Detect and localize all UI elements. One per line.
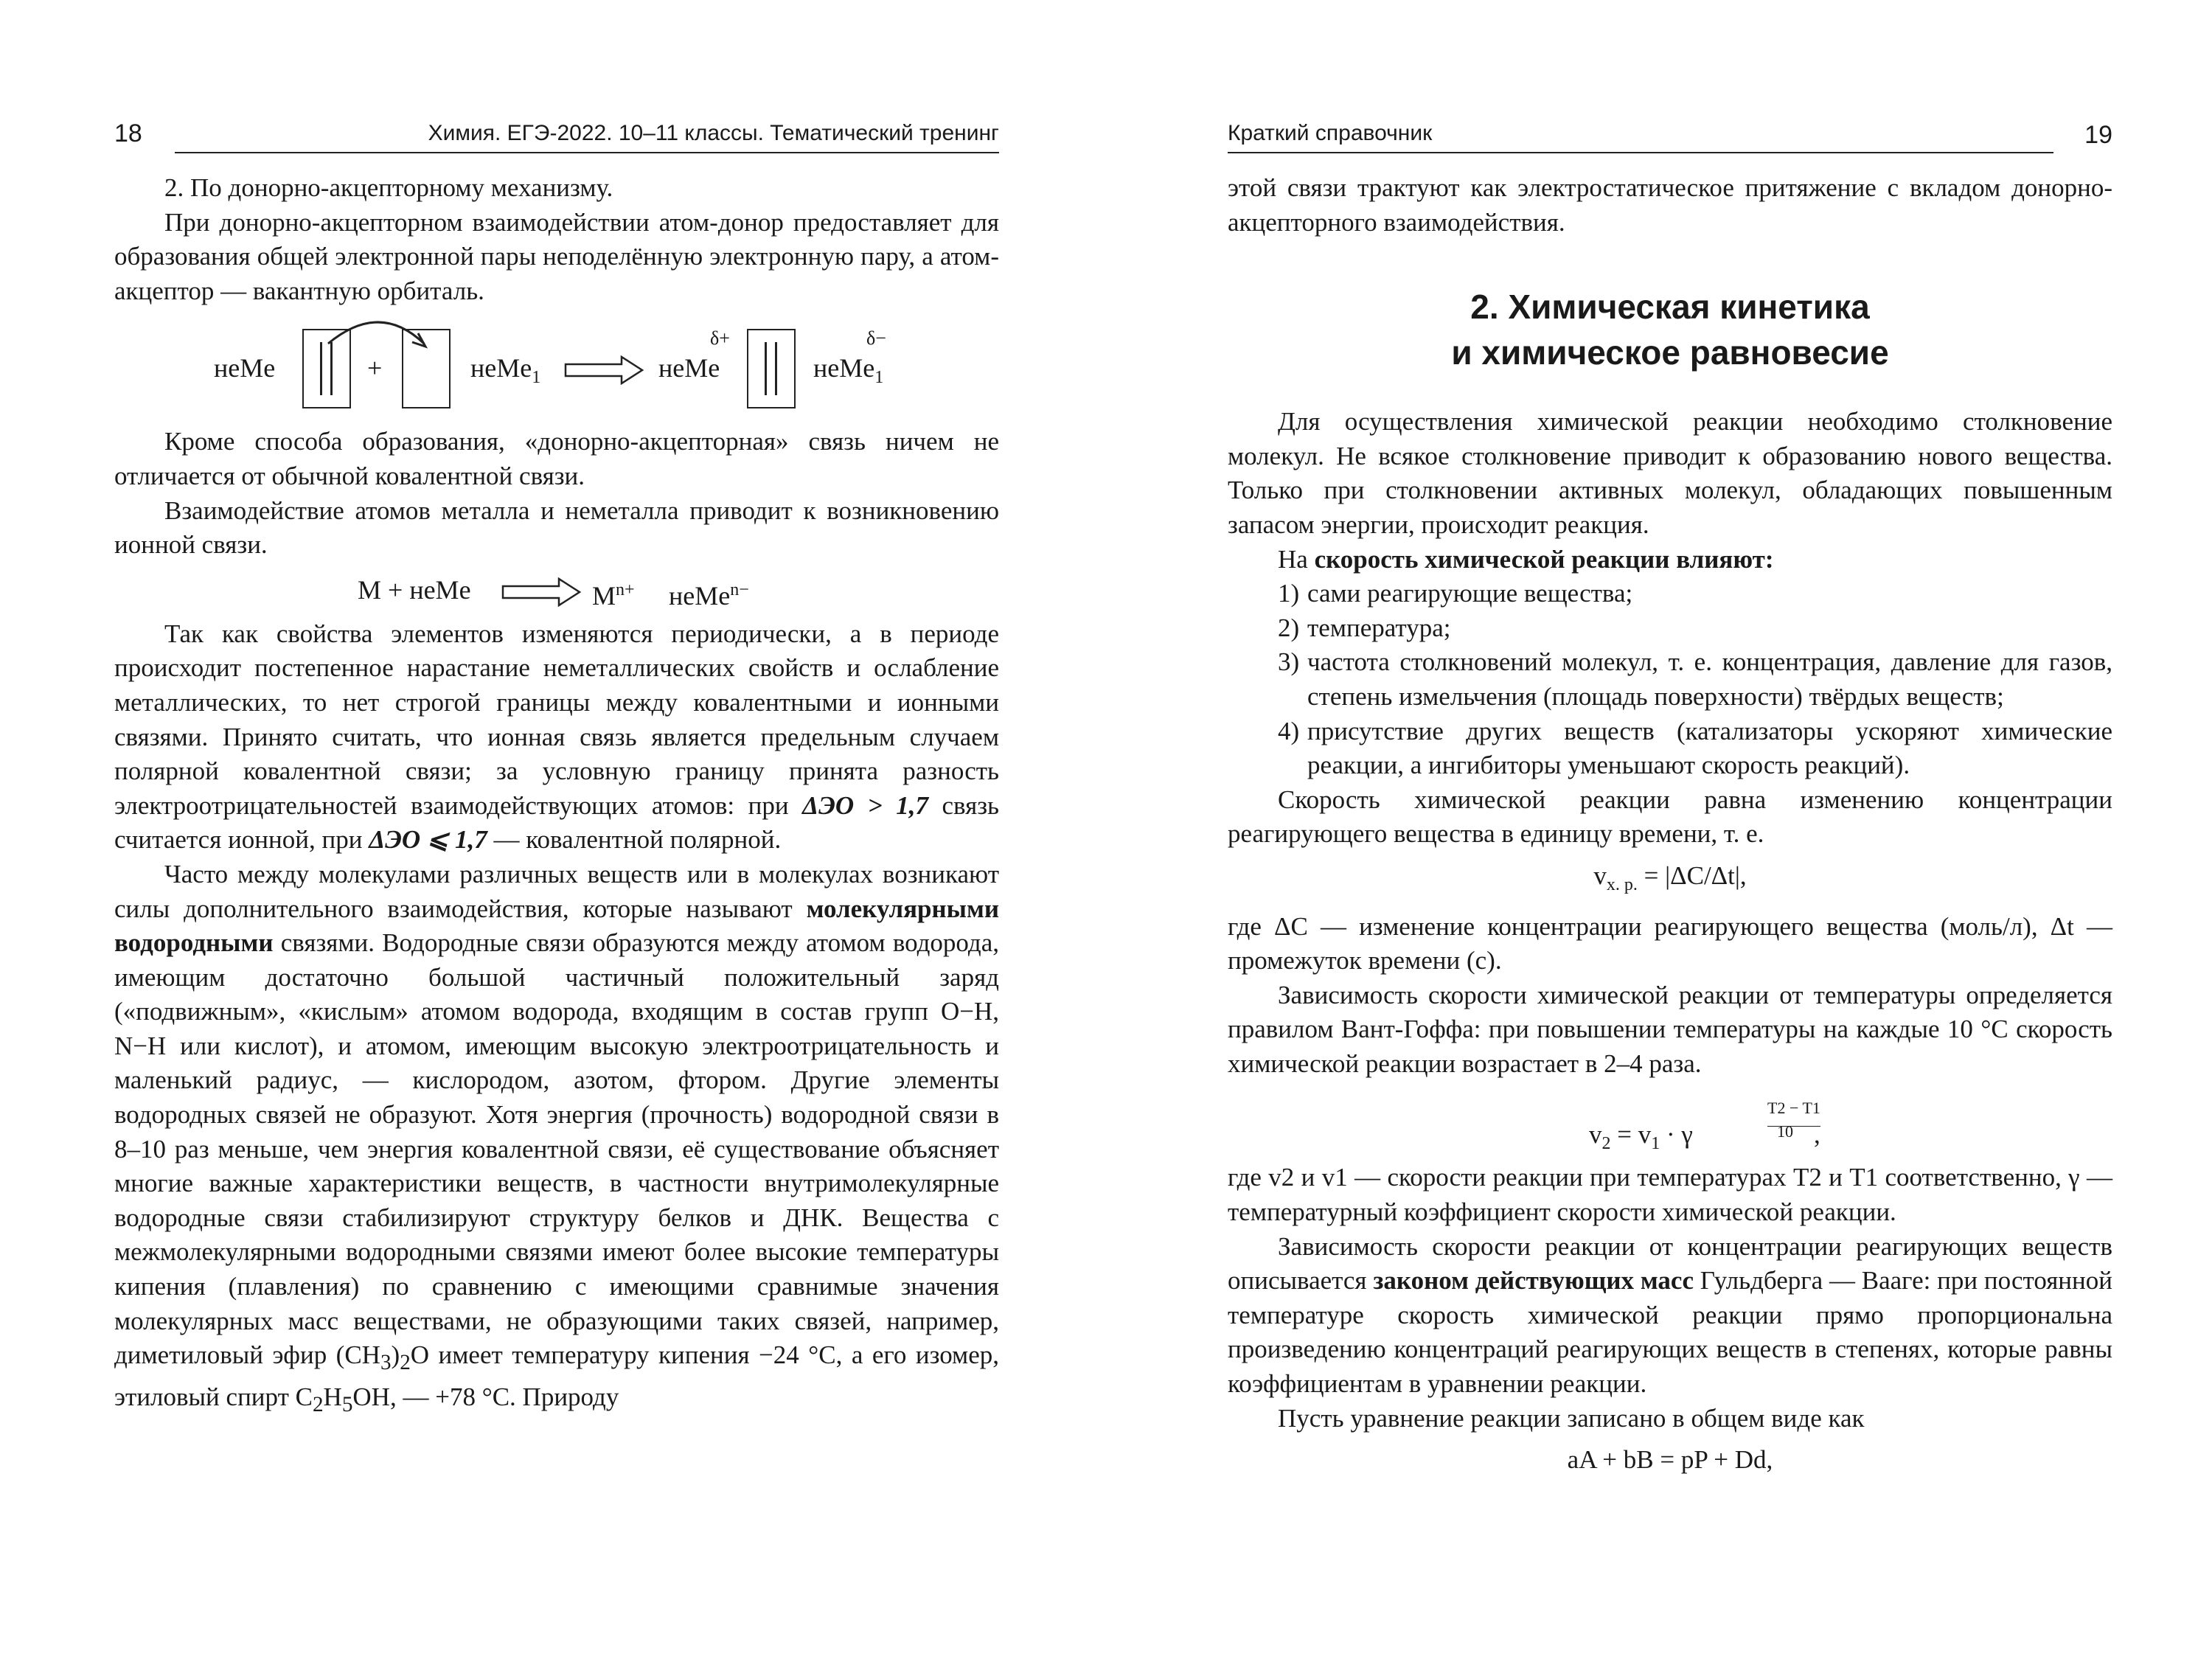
product-right-label: неMe$_1$ bbox=[813, 353, 884, 388]
running-title: Краткий справочник bbox=[1228, 121, 1433, 145]
delta-plus: δ+ bbox=[710, 327, 730, 349]
left-page bbox=[114, 0, 999, 1659]
paragraph: где ΔC — изменение концентрации реагирующего вещества (моль/л), Δt — промежуток времени (с). bbox=[1228, 911, 2112, 975]
formula-comma: , bbox=[1814, 1120, 1820, 1150]
paragraph: Пусть уравнение реакции записано в общем виде как bbox=[1278, 1403, 1865, 1433]
paragraph: Скорость химической реакции равна изменению концентрации реагирующего вещества в единицу времени, т. е. bbox=[1228, 785, 2112, 849]
rate-formula: $v_{х. р.} = |\Delta C/\Delta t|$, bbox=[1593, 860, 1747, 894]
vant-hoff-lhs: $v_2 = v_1 \cdot \gamma$ bbox=[1589, 1120, 1693, 1154]
paragraph: Часто между молекулами различных веществ или в молекулах возникают силы дополнительного взаимодействия, которые называют молекулярными водородными связями. Водородные связи образуются между атомом водорода, имеющим достаточно большой частичный положительный заряд («подвижным», «кислым» атомом водорода, входящим в состав групп O−H, N−H или кислот), и атомом, имеющим высокую электроотрицательность и маленький радиус, — кислородом, азотом, фтором. Другие элементы водородных связей не образуют. Хотя энергия (прочность) водородной связи в 8–10 раз меньше, чем энергия ковалентной связи, её существование объясняет многие важные характеристики веществ, в частности внутримолекулярные водородные связи стабилизируют структуру белков и ДНК. Вещества с межмолекулярными водородными связями имеют более высокие температуры кипения (плавления) по сравнению с имеющими сравнимые значения молекулярных масс веществами, не образующими таких связей, например, диметиловый эфир $(CH_3)_2O$ имеет температуру кипения −24 °C, а его изомер, этиловый спирт $C_2H_5OH$, — +78 °C. Природу bbox=[114, 859, 999, 1416]
electron-up-arrow bbox=[765, 342, 767, 395]
shared-orbital-box bbox=[747, 329, 796, 408]
donor-acceptor-scheme bbox=[114, 314, 999, 419]
list-item: 2) температура; bbox=[1278, 613, 1451, 642]
list-item: 4) присутствие других веществ (катализаторы ускоряют химические реакции, а ингибиторы уменьшают скорость реакций). bbox=[1278, 716, 2112, 780]
paragraph: Кроме способа образования, «донорно-акцепторная» связь ничем не отличается от обычной ковалентной связи. bbox=[114, 427, 999, 490]
exponent-numerator: T2 − T1 bbox=[1767, 1091, 1820, 1127]
paragraph: Взаимодействие атомов металла и неметалла приводит к возникновению ионной связи. bbox=[114, 495, 999, 560]
cation: $M^{n+}$ bbox=[592, 580, 635, 611]
factor-list bbox=[1228, 577, 2112, 783]
paragraph: Для осуществления химической реакции необходимо столкновение молекул. Не всякое столкновение приводит к образованию нового вещества. Только при столкновении активных молекул, обладающих повышенным запасом энергии, происходит реакция. bbox=[1228, 407, 2112, 539]
page-number: 18 bbox=[114, 119, 142, 147]
running-title: Химия. ЕГЭ-2022. 10–11 классы. Тематический тренинг bbox=[428, 121, 999, 145]
acceptor-label: неMe$_1$ bbox=[470, 353, 541, 388]
electron-down-arrow bbox=[775, 342, 777, 395]
ionic-lhs: M + неMe bbox=[358, 574, 471, 605]
vant-hoff-formula bbox=[1228, 1085, 2112, 1156]
right-page bbox=[1228, 0, 2112, 1659]
reaction-arrow-icon bbox=[501, 577, 582, 607]
paragraph: 2. По донорно-акцепторному механизму. bbox=[164, 173, 613, 202]
general-equation: aA + bB = pP + Dd, bbox=[1567, 1445, 1773, 1475]
section-heading: 2. Химическая кинетика и химическое равновесие bbox=[1451, 288, 1889, 372]
header-rule bbox=[175, 152, 999, 153]
paragraph: где v2 и v1 — скорости реакции при температурах T2 и T1 соответственно, γ — температурный коэффициент скорости химической реакции. bbox=[1228, 1163, 2112, 1227]
acceptor-orbital-box bbox=[402, 329, 451, 408]
right-body bbox=[1228, 171, 2112, 1485]
running-header bbox=[114, 116, 999, 152]
paragraph: Зависимость скорости реакции от концентрации реагирующих веществ описывается законом действующих масс Гульдберга — Вааге: при постоянной температуре скорость химической реакции прямо пропорциональна произведению концентраций реагирующих веществ в степенях, которые равны коэффициентам в уравнении реакции. bbox=[1228, 1231, 2112, 1399]
paragraph: Зависимость скорости химической реакции от температуры определяется правилом Вант-Гоффа: при повышении температуры на каждые 10 °C скорость химической реакции возрастает в 2–4 раза. bbox=[1228, 980, 2112, 1078]
exponent-denominator: 10 bbox=[1777, 1122, 1793, 1141]
product-left-label: неMe bbox=[658, 353, 720, 383]
list-item: 3) частота столкновений молекул, т. е. концентрация, давление для газов, степень измельчения (площадь поверхности) твёрдых веществ; bbox=[1278, 647, 2112, 711]
ionic-bond-equation bbox=[114, 567, 999, 614]
anion: неMe$^{n-}$ bbox=[669, 580, 749, 611]
left-body bbox=[114, 171, 999, 1422]
list-item: 1) сами реагирующие вещества; bbox=[1278, 579, 1633, 608]
paragraph: При донорно-акцепторном взаимодействии атом-донор предоставляет для образования общей электронной пары неподелённую электронную пару, а атом-акцептор — вакантную орбиталь. bbox=[114, 207, 999, 305]
donor-label: неMe bbox=[214, 353, 276, 383]
delta-minus: δ− bbox=[866, 327, 886, 349]
page-number: 19 bbox=[2084, 121, 2112, 149]
reaction-arrow-icon bbox=[564, 355, 645, 385]
plus-sign: + bbox=[367, 353, 383, 383]
header-rule bbox=[1228, 152, 2053, 153]
paragraph: этой связи трактуют как электростатическое притяжение с вкладом донорно-акцепторного взаимодействия. bbox=[1228, 173, 2112, 237]
running-header bbox=[1228, 116, 2112, 152]
paragraph: Так как свойства элементов изменяются периодически, а в периоде происходит постепенное нарастание неметаллических свойств и ослабление металлических, то нет строгой границы между ковалентными и ионными связями. Принято считать, что ионная связь является предельным случаем полярной ковалентной связи; за условную границу принята разность электроотрицательностей взаимодействующих атомов: при ΔЭО > 1,7 связь считается ионной, при ΔЭО ⩽ 1,7 — ковалентной полярной. bbox=[114, 619, 999, 855]
paragraph: На скорость химической реакции влияют: bbox=[1278, 544, 1774, 574]
